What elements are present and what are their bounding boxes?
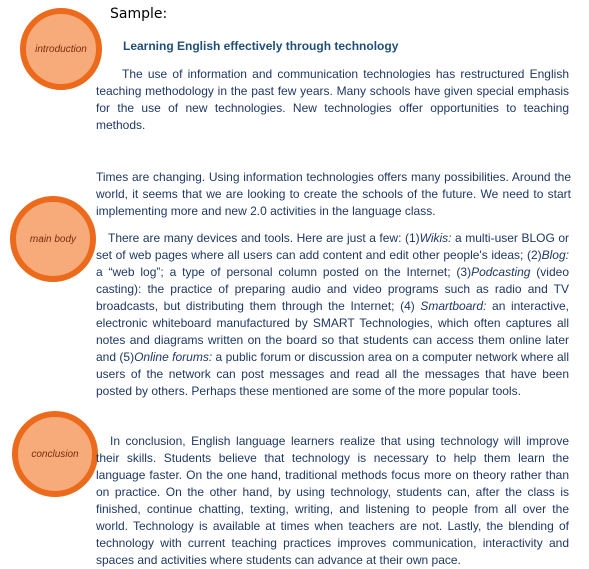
body-paragraph-2	[96, 230, 569, 400]
article-title: Learning English effectively through technology	[123, 39, 399, 53]
body-text-4: an interactive, electronic whiteboard manufactured by SMART Technologies, which often captures all notes and diagrams written on the board so that students can access them online later and (5)	[96, 299, 569, 364]
body-text-1: a multi-user BLOG or set of web pages where all users can add content and edit other people's ideas; (2)	[96, 231, 569, 262]
introduction-label: introduction	[35, 43, 87, 55]
smartboard-term: Smartboard:	[420, 299, 487, 313]
main-body-label: main body	[29, 233, 77, 245]
body-paragraph-1: Times are changing. Using information technologies offers many possibilities. Around the world, it seems that we are looking to create the schools of the future. We need to start implementing more and new 2.0 activities in the language class.	[96, 170, 571, 218]
conclusion-paragraph: In conclusion, English language learners realize that using technology will improve their skills. Students believe that technology is necessary to help them learn the language faster. On the one hand, traditional methods focus more on theory rather than on practice. On the other hand, by using technology, students can, after the class is finished, continue chatting, texting, writing, and listening to people from all over the world. Technology is available at times when teachers are not. Lastly, the blending of technology with current teaching practices improves communication, interactivity and spaces and activities where students can advance at their own pace.	[96, 434, 569, 567]
sample-heading: Sample:	[110, 6, 168, 22]
introduction-paragraph: The use of information and communication technologies has restructured English teaching methodology in the past few years. Many schools have given special emphasis for the use of new technologies. New technologies offer opportunities to teaching methods.	[96, 67, 569, 132]
conclusion-circle	[12, 411, 98, 497]
introduction-circle	[20, 8, 102, 90]
online-forums-term: Online forums:	[134, 350, 213, 364]
main-body-circle	[10, 196, 96, 282]
conclusion-label: conclusion	[31, 448, 79, 460]
wikis-term: Wikis:	[419, 231, 452, 245]
body-text-2: a “web log”; a type of personal column posted on the Internet; (3)	[96, 265, 472, 279]
body-text-5: a public forum or discussion area on a computer network where all users of the network can post messages and read all the messages that have been posted by others. Perhaps these mentioned are some of the more popular tools.	[96, 350, 569, 398]
body-text-0: There are many devices and tools. Here are just a few: (1)	[108, 231, 420, 245]
blog-term: Blog:	[541, 248, 569, 262]
body-text-3: (video casting): the practice of preparing audio and video programs such as radio and TV broadcasts, but distributing them through the Internet; (4)	[96, 265, 569, 313]
podcasting-term: Podcasting	[471, 265, 531, 279]
